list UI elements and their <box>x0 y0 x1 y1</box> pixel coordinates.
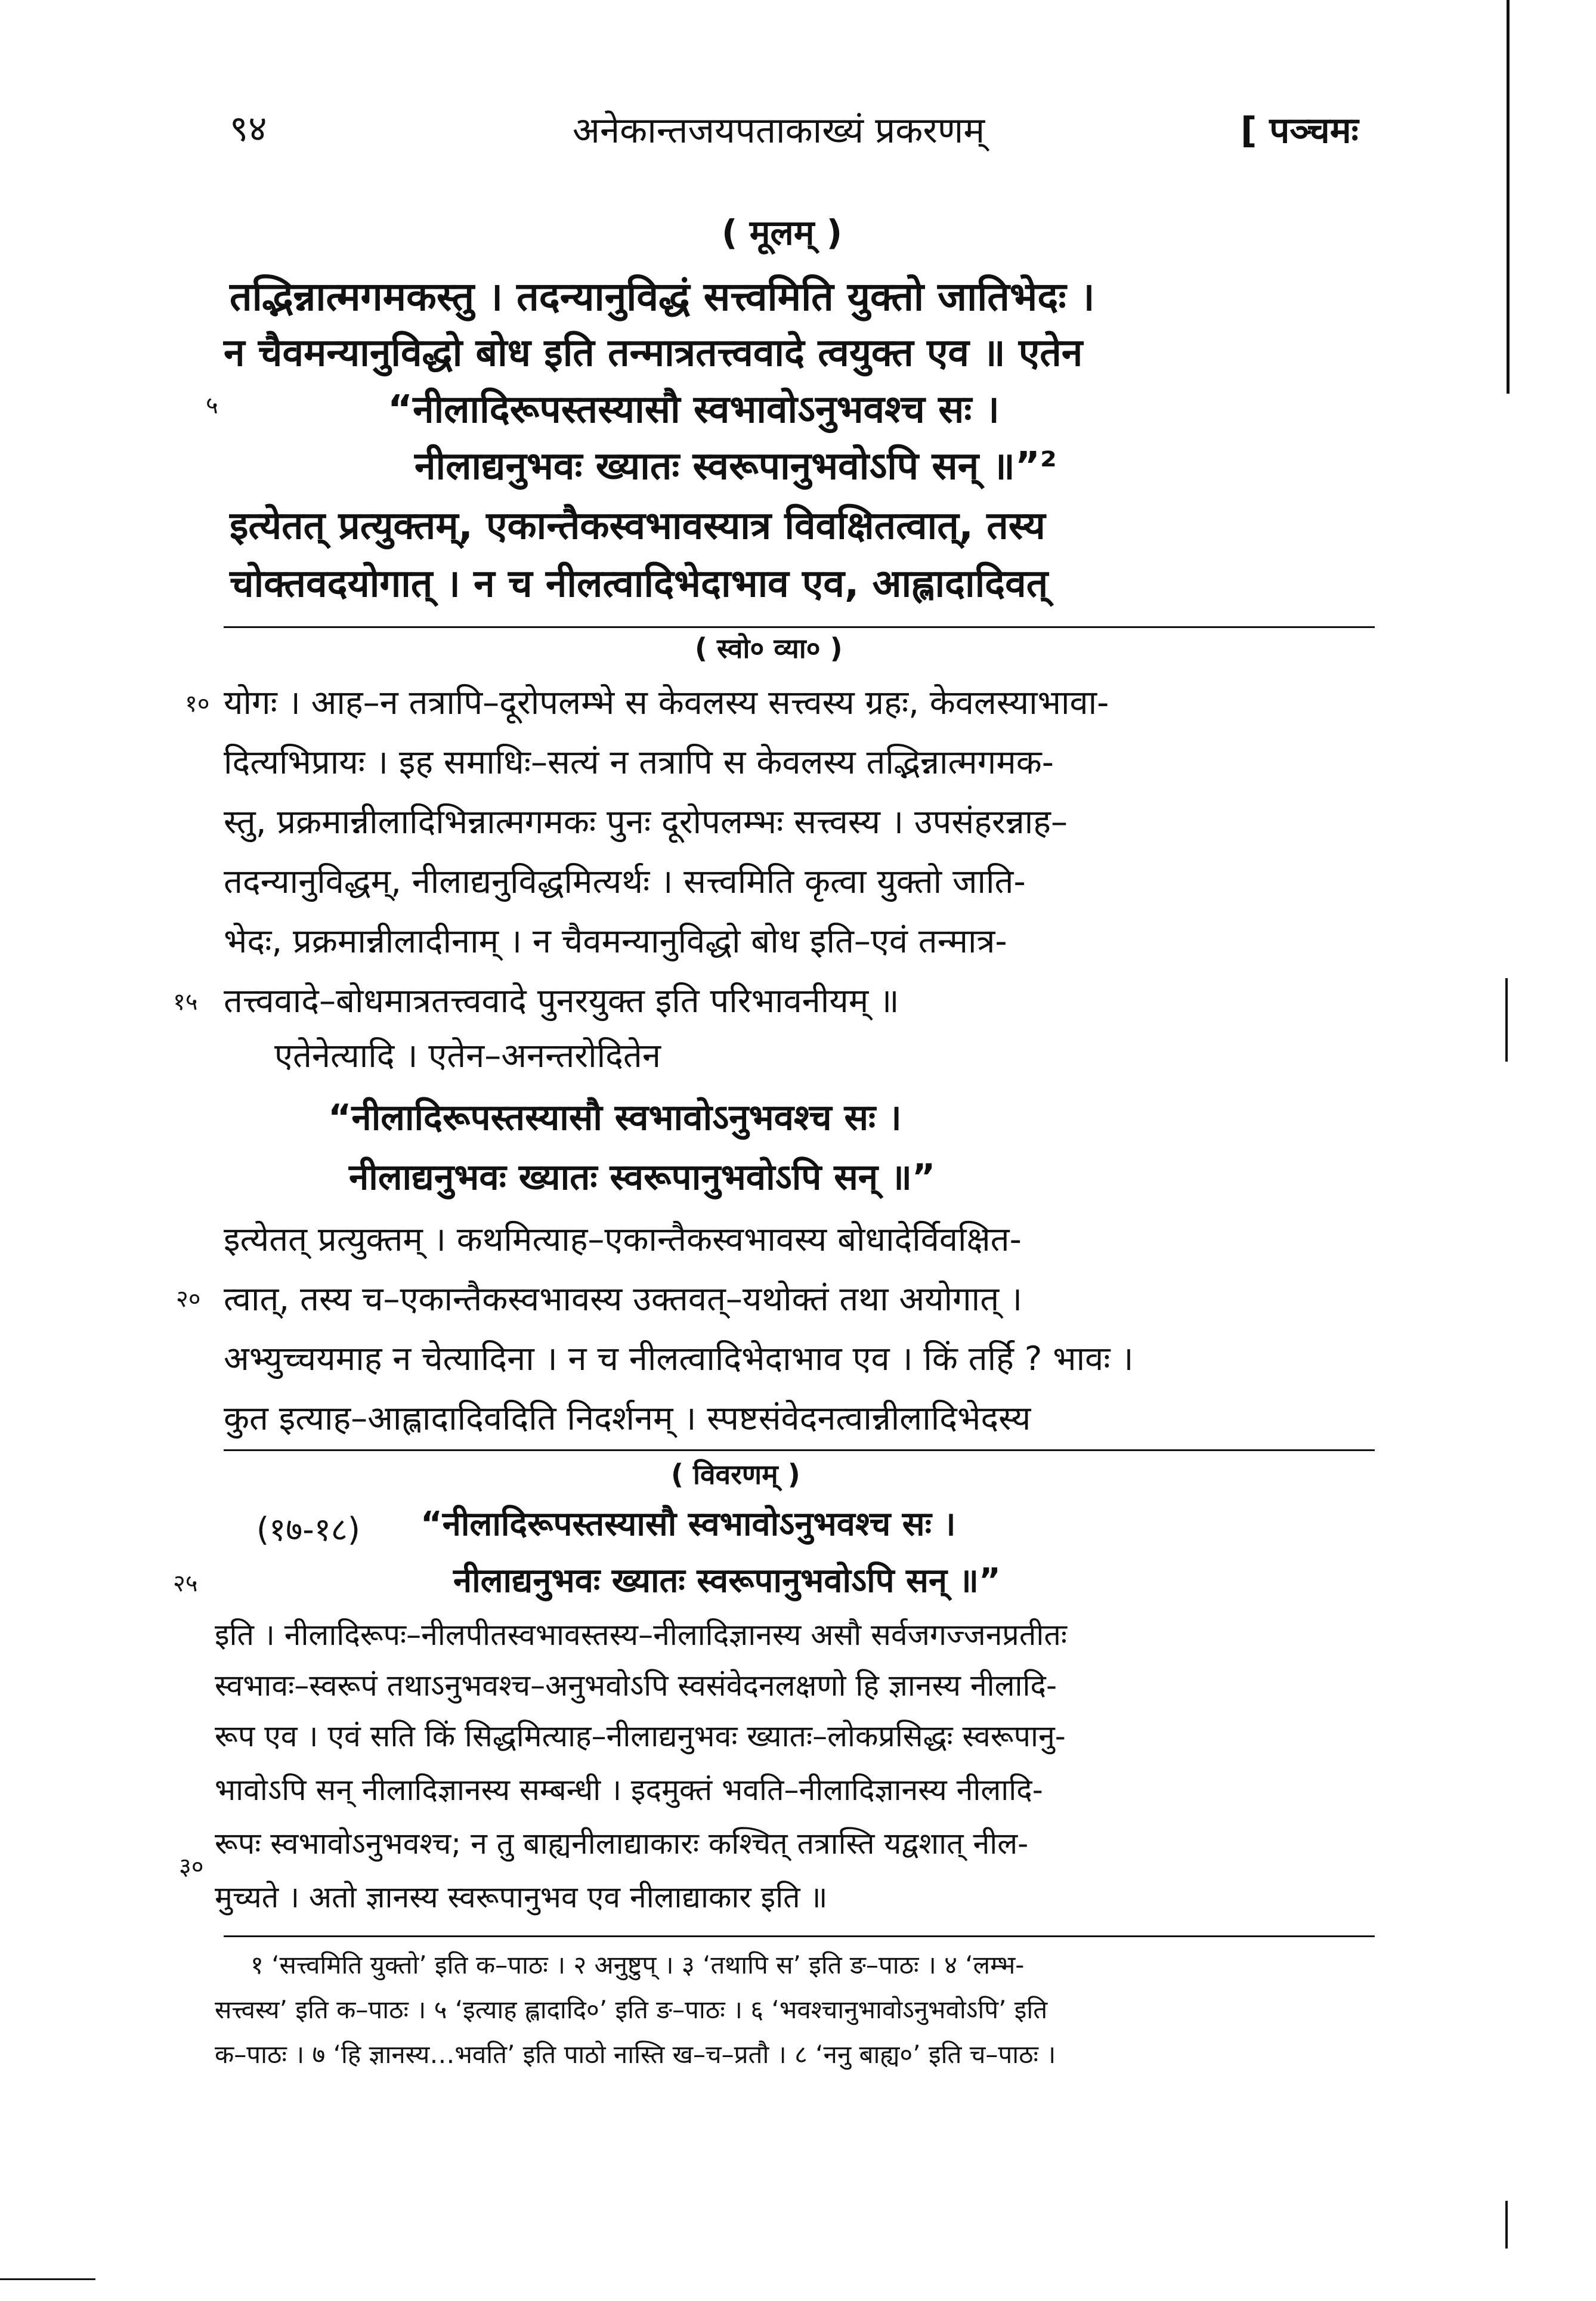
vivaranam-verse-line: “नीलादिरूपस्तस्यासौ स्वभावोऽनुभवश्च सः । <box>420 1505 956 1544</box>
commentary-line: एतेनेत्यादि । एतेन–अनन्तरोदितेन <box>274 1037 661 1075</box>
commentary-line: त्वात्, तस्य च–एकान्तैकस्वभावस्य उक्तवत्–यथोक्तं तथा अयोगात् । <box>224 1280 1023 1319</box>
running-title: अनेकान्तजयपताकाख्यं प्रकरणम् <box>573 110 985 151</box>
commentary-line: इत्येतत् प्रत्युक्तम् । कथमित्याह–एकान्तैकस्वभावस्य बोधादेर्विवक्षित- <box>224 1220 1022 1259</box>
line-number: ३० <box>179 1853 204 1881</box>
footnote-divider <box>224 1935 1375 1937</box>
verse-reference: (१७-१८) <box>256 1511 360 1548</box>
commentary-line: तत्त्ववादे–बोधमात्रतत्त्ववादे पुनरयुक्त इति परिभावनीयम् ॥ <box>224 982 899 1020</box>
mulam-verse-line: “नीलादिरूपस्तस्यासौ स्वभावोऽनुभवश्च सः । <box>388 388 1000 432</box>
commentary-line: योगः । आह–न तत्रापि–दूरोपलम्भे स केवलस्य सत्त्वस्य ग्रहः, केवलस्याभावा- <box>224 684 1109 722</box>
page-edge-line <box>1505 2201 1508 2249</box>
commentary-label: ( स्वो० व्या० ) <box>695 632 843 664</box>
mulam-label: ( मूलम् ) <box>722 212 843 253</box>
commentary-line: भेदः, प्रक्रमान्नीलादीनाम् । न चैवमन्यानुविद्धो बोध इति–एवं तन्मात्र- <box>224 922 1007 961</box>
vivaranam-line: स्वभावः–स्वरूपं तथाऽनुभवश्च–अनुभवोऽपि स्वसंवेदनलक्षणो हि ज्ञानस्य नीलादि- <box>215 1668 1057 1703</box>
vivaranam-label: ( विवरणम् ) <box>671 1458 800 1490</box>
page-edge-line <box>1505 978 1508 1062</box>
section-divider <box>224 1449 1375 1451</box>
mulam-line: चोक्तवदयोगात् । न च नीलत्वादिभेदाभाव एव, आह्लादादिवत् <box>230 562 1048 606</box>
commentary-line: तदन्यानुविद्धम्, नीलाद्यनुविद्धमित्यर्थः । सत्त्वमिति कृत्वा युक्तो जाति- <box>224 862 1026 901</box>
vivaranam-line: इति । नीलादिरूपः–नीलपीतस्वभावस्तस्य–नीलादिज्ञानस्य असौ सर्वजगज्जनप्रतीतः <box>215 1617 1067 1652</box>
footnote-line: सत्त्वस्य’ इति क–पाठः । ५ ‘इत्याह ह्लादादि०’ इति ङ–पाठः । ६ ‘भवश्चानुभावोऽनुभवोऽपि’ इति <box>215 1995 1048 2024</box>
commentary-line: स्तु, प्रक्रमान्नीलादिभिन्नात्मगमकः पुनः दूरोपलम्भः सत्त्वस्य । उपसंहरन्नाह– <box>224 803 1068 842</box>
line-number: २० <box>176 1285 201 1313</box>
commentary-line: अभ्युच्चयमाह न चेत्यादिना । न च नीलत्वादिभेदाभाव एव । किं तर्हि ? भावः । <box>224 1340 1134 1378</box>
vivaranam-line: रूप एव । एवं सति किं सिद्धमित्याह–नीलाद्यनुभवः ख्यातः–लोकप्रसिद्धः स्वरूपानु- <box>215 1719 1066 1753</box>
vivaranam-line: भावोऽपि सन् नीलादिज्ञानस्य सम्बन्धी । इदमुक्तं भवति–नीलादिज्ञानस्य नीलादि- <box>215 1773 1043 1807</box>
commentary-verse-line: “नीलादिरूपस्तस्यासौ स्वभावोऽनुभवश्च सः । <box>328 1097 902 1139</box>
commentary-line: दित्यभिप्रायः । इह समाधिः–सत्यं न तत्रापि स केवलस्य तद्भिन्नात्मगमक- <box>224 743 1054 782</box>
line-number: २५ <box>173 1570 198 1597</box>
mulam-line: तद्भिन्नात्मगमकस्तु । तदन्यानुविद्धं सत्त्वमिति युक्तो जातिभेदः । <box>230 274 1095 320</box>
line-number: १५ <box>173 988 198 1016</box>
page-edge-line <box>1507 0 1510 394</box>
vivaranam-verse-line: नीलाद्यनुभवः ख्यातः स्वरूपानुभवोऽपि सन् ॥” <box>453 1561 1001 1600</box>
scan-bottom-line <box>0 2278 95 2280</box>
commentary-line: कुत इत्याह–आह्लादादिवदिति निदर्शनम् । स्पष्टसंवेदनत्वान्नीलादिभेदस्य <box>224 1399 1031 1438</box>
footnote-line: १ ‘सत्त्वमिति युक्तो’ इति क–पाठः । २ अनुष्टुप् । ३ ‘तथापि स’ इति ङ–पाठः । ४ ‘लम्भ- <box>250 1950 1025 1980</box>
line-number: १० <box>185 690 210 717</box>
vivaranam-line: रूपः स्वभावोऽनुभवश्च; न तु बाह्यनीलाद्याकारः कश्चित् तत्रास्ति यद्वशात् नील- <box>215 1826 1029 1861</box>
mulam-verse-line: नीलाद्यनुभवः ख्यातः स्वरूपानुभवोऽपि सन् ॥”² <box>415 444 1057 488</box>
mulam-line: इत्येतत् प्रत्युक्तम्, एकान्तैकस्वभावस्यात्र विवक्षितत्वात्, तस्य <box>230 504 1046 548</box>
vivaranam-line: मुच्यते । अतो ज्ञानस्य स्वरूपानुभव एव नीलाद्याकार इति ॥ <box>215 1880 828 1915</box>
footnote-line: क–पाठः । ७ ‘हि ज्ञानस्य…भवति’ इति पाठो नास्ति ख–च–प्रतौ । ८ ‘ननु बाह्य०’ इति च–पाठः । <box>215 2040 1056 2069</box>
page-number: ९४ <box>230 108 267 150</box>
line-number: ५ <box>206 392 218 419</box>
commentary-verse-line: नीलाद्यनुभवः ख्यातः स्वरूपानुभवोऽपि सन् ॥” <box>349 1156 936 1198</box>
section-label: [ पञ्चमः <box>1241 110 1359 151</box>
mulam-line: न चैवमन्यानुविद्धो बोध इति तन्मात्रतत्त्ववादे त्वयुक्त एव ॥ एतेन <box>224 331 1083 375</box>
section-divider <box>224 626 1375 628</box>
